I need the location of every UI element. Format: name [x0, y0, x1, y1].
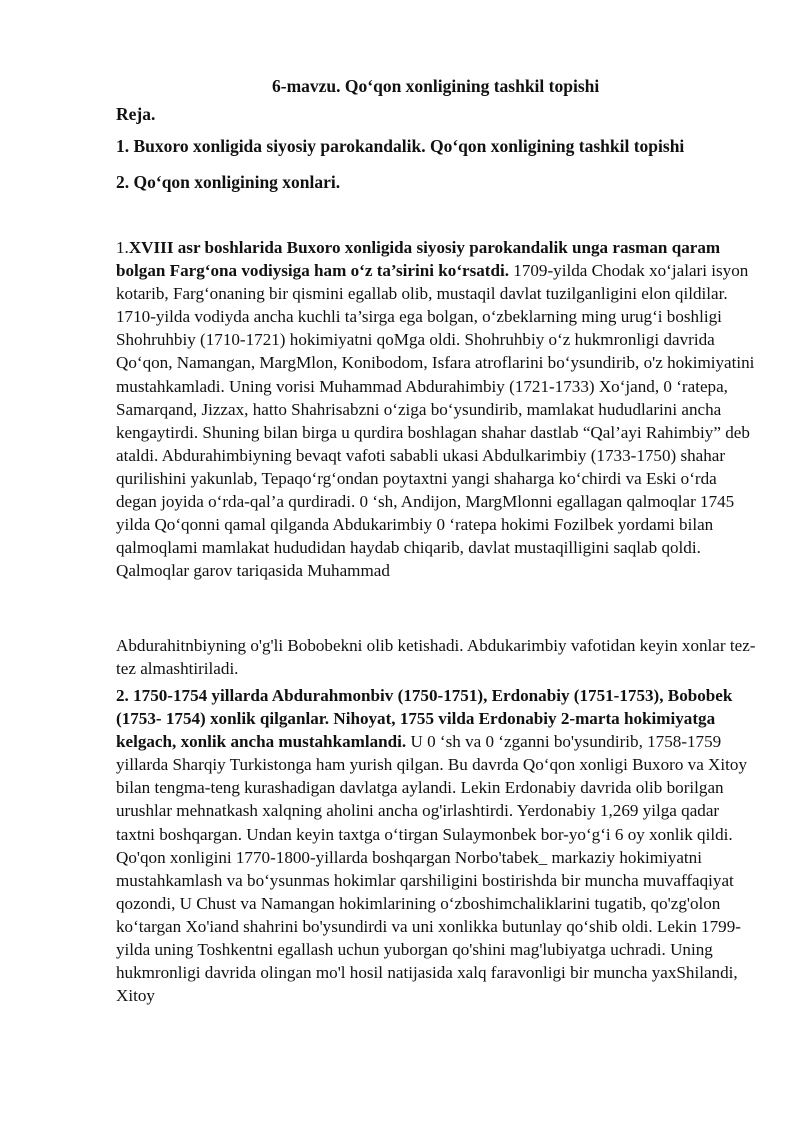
paragraph-3 — [116, 684, 756, 1007]
paragraph-2 — [116, 634, 756, 680]
paragraph-1-lead: XVIII asr boshlarida Buxoro xonligida siyosiy parokandalik unga rasman qaram bolgan Farg‘ona vodiysiga ham o‘z ta’sirini ko‘rsatdi. — [116, 238, 721, 281]
document-title: 6-mavzu. Qo‘qon xonligining tashkil topishi — [272, 76, 600, 96]
paragraph-1 — [116, 236, 756, 582]
plan-label: Reja. — [116, 104, 156, 124]
paragraph-2-text: Abdurahitnbiyning o'g'li Bobobekni olib ketishadi. Abdukarimbiy vafotidan keyin xonlar tez-tez almashtiriladi. — [116, 636, 756, 679]
paragraph-3-lead: 2. 1750-1754 yillarda Abdurahmonbiv (1750-1751), Erdonabiy (1751-1753), Bobobek (1753- 1754) xonlik qilganlar. Nihoyat, 1755 vilda Erdonabiy 2-marta hokimiyatga kelgach, xonlik ancha mustahkamlandi. — [116, 686, 733, 752]
plan-item-2: 2. Qo‘qon xonligining xonlari. — [116, 172, 341, 192]
paragraph-1-text: 1709-yilda Chodak xo‘jalari isyon kotarib, Farg‘onaning bir qismini egallab olib, mustaqil davlat tuzilganligini elon qildilar. 1710-yilda vodiyda ancha kuchli ta’sirga ega bolgan, o‘zbeklarning ming urug‘i boshligi Shohruhbiy (1710-1721) hokimiyatni qoMga oldi. Shohruhbiy o‘z hukmronligi davrida Qo‘qon, Namangan, MargMlon, Konibodom, Isfara atroflarini bo‘ysundirib, o'z hokimiyatini mustahkamladi. Uning vorisi Muhammad Abdurahimbiy (1721-1733) Xo‘jand, 0 ‘ratepa, Samarqand, Jizzax, hatto Shahrisabzni o‘ziga bo‘ysundirib, mamlakat hududlarini ancha kengaytirdi. Shuning bilan birga u qurdira boshlagan shahar dastlab “Qal’ayi Rahimbiy” deb ataldi. Abdurahimbiyning bevaqt vafoti sababli ukasi Abdulkarimbiy (1733-1750) shahar qurilishini yakunlab, Tepaqo‘rg‘ondan poytaxtni yangi shaharga ko‘chirdi va Eski o‘rda degan joyida o‘rda-qal’a qurdiradi. 0 ‘sh, Andijon, MargMlonni egallagan qalmoqlar 1745 yilda Qo‘qonni qamal qilganda Abdukarimbiy 0 ‘ratepa hokimi Fozilbek yordami bilan qalmoqlami mamlakat hududidan haydab chiqarib, davlat mustaqilligini saqlab qoldi. Qalmoqlar garov tariqasida Muhammad — [116, 261, 755, 581]
paragraph-3-text: U 0 ‘sh va 0 ‘zganni bo'ysundirib, 1758-1759 yillarda Sharqiy Turkistonga ham yurish qilgan. Bu davrda Qo‘qon xonligi Buxoro va Xitoy bilan tengma-teng kurashadigan davlatga aylandi. Lekin Erdonabiy davrida olib borilgan urushlar mehnatkash xalqning aholini ancha og'irlashtirdi. Yerdonabiy 1,269 yilga qadar taxtni boshqargan. Undan keyin taxtga o‘tirgan Sulaymonbek bor-yo‘g‘i 6 oy xonlik qildi. Qo'qon xonligini 1770-1800-yillarda boshqargan Norbo'tabek_ markaziy hokimiyatni mustahkamlash va bo‘ysunmas hokimlar qarshiligini bostirishda bir muncha muvaffaqiyat qozondi, U Chust va Namangan hokimlarining o‘zboshimchaliklarini tugatib, qo'zg'olon ko‘targan Xo'iand shahrini bo'ysundirdi va uni xonlikka butunlay qo‘shib oldi. Lekin 1799-yilda uning Toshkentni egallash uchun yuborgan qo'shini mag'lubiyatga uchradi. Uning hukmronligi davrida olingan mo'l hosil natijasida xalq faravonligi bir muncha yaxShilandi, Xitoy — [116, 732, 747, 1006]
paragraph-1-number: 1. — [116, 238, 129, 257]
plan-item-1: 1. Buxoro xonligida siyosiy parokandalik. Qo‘qon xonligining tashkil topishi — [116, 136, 685, 156]
